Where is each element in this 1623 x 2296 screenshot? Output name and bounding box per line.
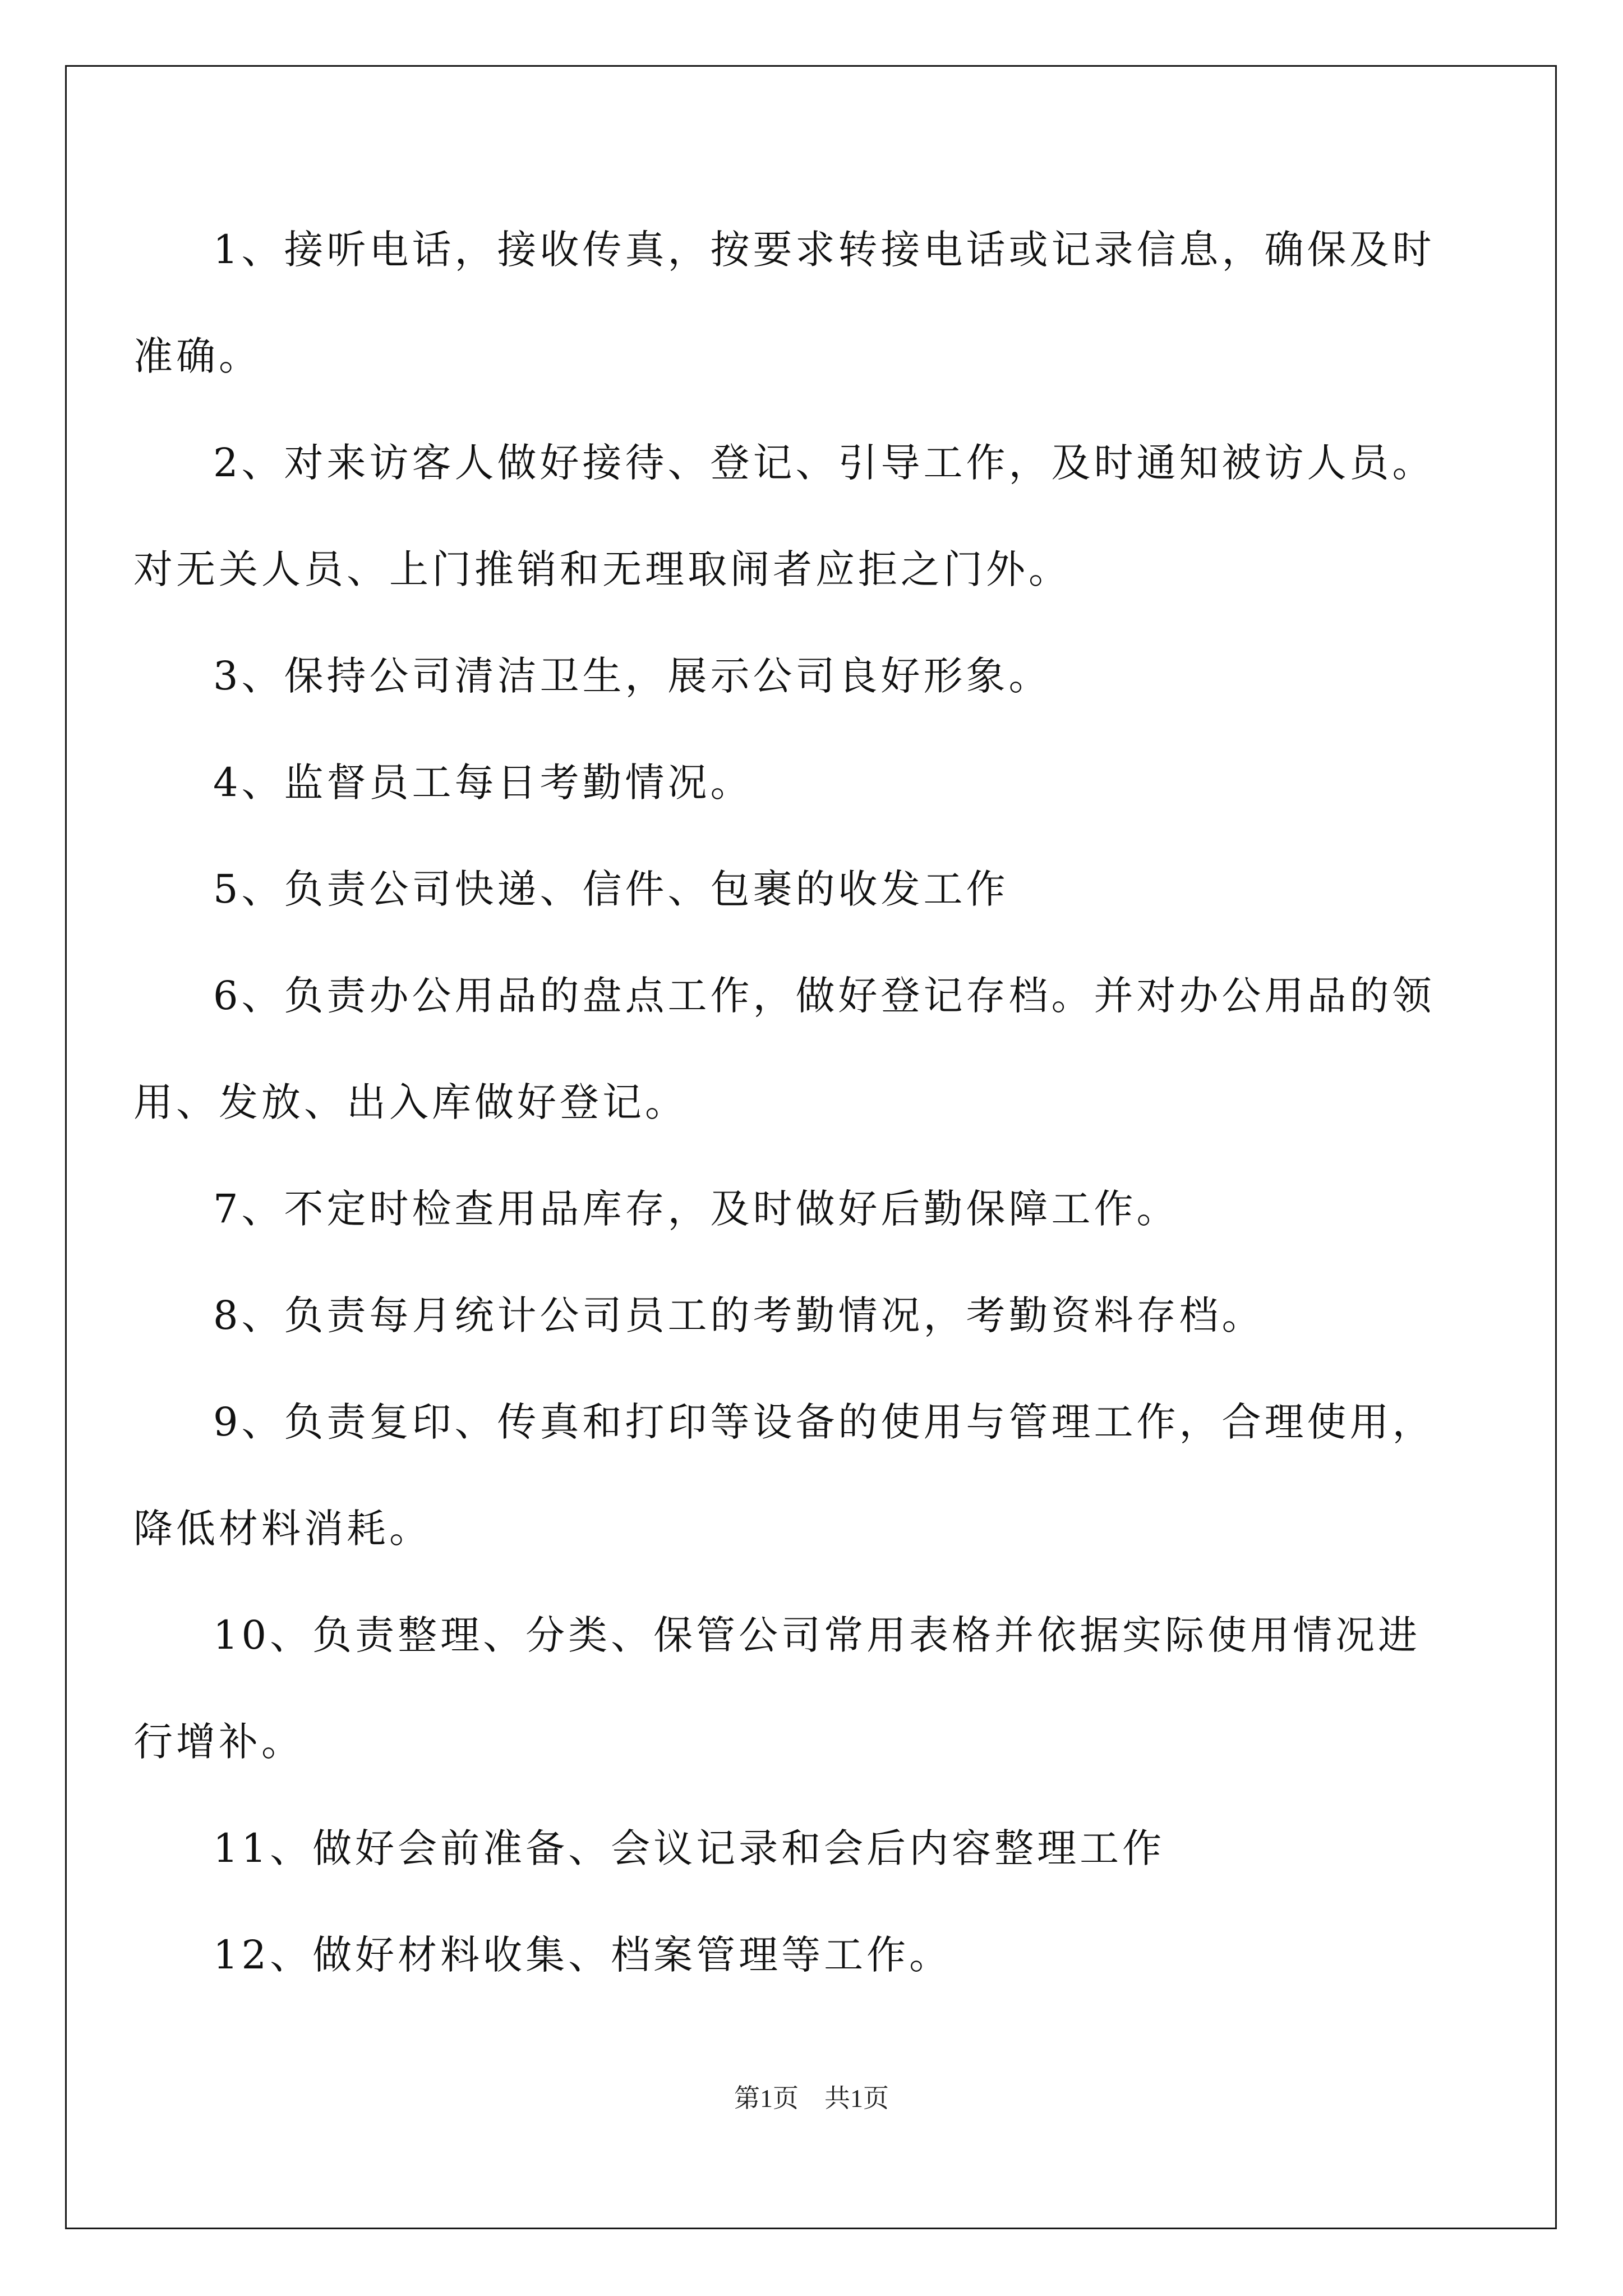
paragraph-line: 对无关人员、上门推销和无理取闹者应拒之门外。 xyxy=(133,546,1071,592)
paragraph-line: 7、不定时检查用品库存，及时做好后勤保障工作。 xyxy=(213,1186,1179,1232)
page-border xyxy=(65,65,1557,2229)
paragraph-line: 准确。 xyxy=(133,333,261,379)
paragraph-line: 3、保持公司清洁卫生，展示公司良好形象。 xyxy=(213,653,1052,699)
paragraph-line: 用、发放、出入库做好登记。 xyxy=(133,1079,688,1125)
paragraph-line: 9、负责复印、传真和打印等设备的使用与管理工作，合理使用， xyxy=(213,1399,1435,1445)
paragraph-line: 11、做好会前准备、会议记录和会后内容整理工作 xyxy=(213,1825,1165,1871)
page-footer xyxy=(0,2086,1623,2111)
paragraph-line: 1、接听电话，接收传真，按要求转接电话或记录信息，确保及时 xyxy=(213,227,1435,273)
paragraph-line: 行增补。 xyxy=(133,1719,304,1765)
paragraph-line: 降低材料消耗。 xyxy=(133,1506,432,1552)
paragraph-line: 6、负责办公用品的盘点工作，做好登记存档。并对办公用品的领 xyxy=(213,973,1435,1019)
paragraph-line: 8、负责每月统计公司员工的考勤情况，考勤资料存档。 xyxy=(213,1292,1265,1338)
paragraph-line: 2、对来访客人做好接待、登记、引导工作，及时通知被访人员。 xyxy=(213,440,1435,486)
total-pages: 共1页 xyxy=(824,2084,889,2113)
paragraph-line: 10、负责整理、分类、保管公司常用表格并依据实际使用情况进 xyxy=(213,1612,1421,1658)
paragraph-line: 4、监督员工每日考勤情况。 xyxy=(213,760,753,806)
page-number: 第1页 xyxy=(734,2084,799,2113)
paragraph-line: 12、做好材料收集、档案管理等工作。 xyxy=(213,1932,952,1978)
footer-spacer xyxy=(799,2084,824,2113)
paragraph-line: 5、负责公司快递、信件、包裹的收发工作 xyxy=(213,866,1009,912)
